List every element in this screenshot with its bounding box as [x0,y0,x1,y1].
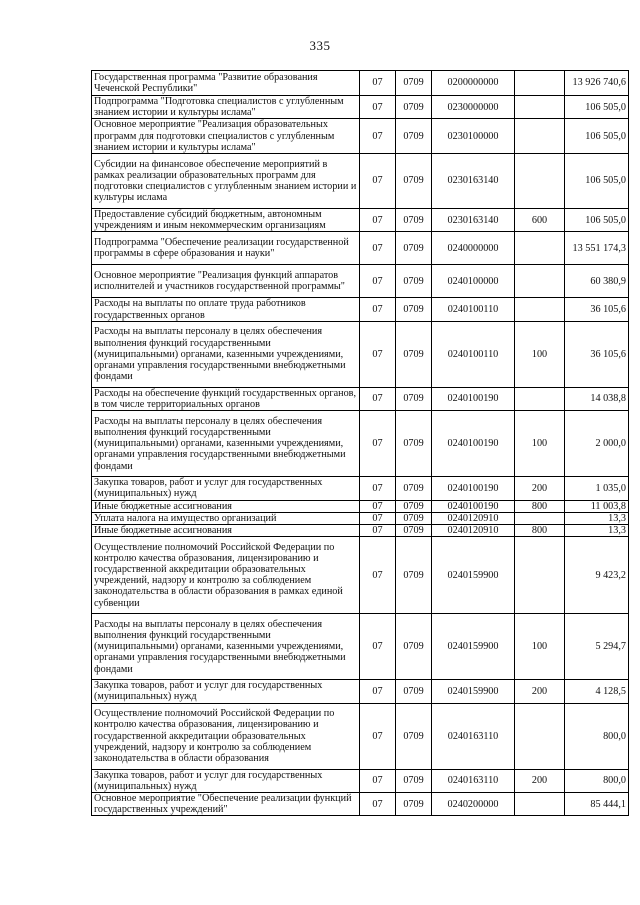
subsection-code-cell: 0709 [396,298,432,321]
table-row [92,298,629,321]
subsection-code-cell: 0709 [396,703,432,769]
expense-name-cell: Основное мероприятие "Реализация образовательных программ для подготовки специалистов с углубленным знанием истории и культуры ислама" [92,119,360,154]
amount-cell: 106 505,0 [565,154,629,209]
amount-cell: 13,3 [565,512,629,524]
table-row [92,680,629,703]
target-article-cell: 0240000000 [432,232,515,265]
expense-type-cell [515,537,565,614]
expense-name-cell: Осуществление полномочий Российской Федерации по контролю качества образования, лицензированию и государственной аккредитации образовательных учреждений, надзору и контролю за соблюдением законодательства в области образования [92,703,360,769]
subsection-code-cell: 0709 [396,525,432,537]
section-code-cell: 07 [360,793,396,816]
table-row [92,477,629,500]
expense-name-cell: Иные бюджетные ассигнования [92,500,360,512]
amount-cell: 1 035,0 [565,477,629,500]
section-code-cell: 07 [360,71,396,96]
target-article-cell: 0240163110 [432,703,515,769]
expense-name-cell: Расходы на обеспечение функций государственных органов, в том числе территориальных органов [92,387,360,410]
expense-name-cell: Закупка товаров, работ и услуг для государственных (муниципальных) нужд [92,769,360,792]
expense-type-cell [515,512,565,524]
expense-type-cell: 100 [515,411,565,477]
amount-cell: 9 423,2 [565,537,629,614]
target-article-cell: 0230163140 [432,154,515,209]
target-article-cell: 0240100110 [432,298,515,321]
target-article-cell: 0240100110 [432,321,515,387]
expense-name-cell: Расходы на выплаты персоналу в целях обеспечения выполнения функций государственными (муниципальными) органами, казенными учреждениями, органами управления государственными внебюджетными фондами [92,614,360,680]
section-code-cell: 07 [360,298,396,321]
section-code-cell: 07 [360,411,396,477]
expense-name-cell: Подпрограмма "Обеспечение реализации государственной программы в сфере образования и науки" [92,232,360,265]
amount-cell: 4 128,5 [565,680,629,703]
expense-name-cell: Уплата налога на имущество организаций [92,512,360,524]
section-code-cell: 07 [360,769,396,792]
section-code-cell: 07 [360,500,396,512]
expense-type-cell [515,298,565,321]
subsection-code-cell: 0709 [396,477,432,500]
expense-type-cell [515,703,565,769]
subsection-code-cell: 0709 [396,119,432,154]
table-row [92,703,629,769]
target-article-cell: 0200000000 [432,71,515,96]
table-row [92,71,629,96]
table-row [92,387,629,410]
amount-cell: 2 000,0 [565,411,629,477]
expense-type-cell: 800 [515,500,565,512]
table-row [92,96,629,119]
target-article-cell: 0240163110 [432,769,515,792]
subsection-code-cell: 0709 [396,512,432,524]
subsection-code-cell: 0709 [396,537,432,614]
expense-name-cell: Основное мероприятие "Реализация функций аппаратов исполнителей и участников государственной программы" [92,265,360,298]
expense-type-cell: 200 [515,680,565,703]
subsection-code-cell: 0709 [396,209,432,232]
amount-cell: 60 380,9 [565,265,629,298]
target-article-cell: 0240159900 [432,680,515,703]
target-article-cell: 0240100190 [432,387,515,410]
target-article-cell: 0240100190 [432,477,515,500]
expense-type-cell [515,387,565,410]
amount-cell: 36 105,6 [565,321,629,387]
expense-type-cell: 800 [515,525,565,537]
table-row [92,411,629,477]
section-code-cell: 07 [360,525,396,537]
expense-name-cell: Расходы на выплаты персоналу в целях обеспечения выполнения функций государственными (муниципальными) органами, казенными учреждениями, органами управления государственными внебюджетными фондами [92,321,360,387]
amount-cell: 85 444,1 [565,793,629,816]
table-row [92,209,629,232]
expense-name-cell: Государственная программа "Развитие образования Чеченской Республики" [92,71,360,96]
table-row [92,232,629,265]
target-article-cell: 0240200000 [432,793,515,816]
target-article-cell: 0240159900 [432,614,515,680]
target-article-cell: 0230000000 [432,96,515,119]
table-row [92,614,629,680]
section-code-cell: 07 [360,477,396,500]
subsection-code-cell: 0709 [396,500,432,512]
amount-cell: 36 105,6 [565,298,629,321]
expense-type-cell: 200 [515,769,565,792]
expense-name-cell: Закупка товаров, работ и услуг для государственных (муниципальных) нужд [92,477,360,500]
section-code-cell: 07 [360,119,396,154]
target-article-cell: 0240100190 [432,411,515,477]
expense-name-cell: Расходы на выплаты по оплате труда работников государственных органов [92,298,360,321]
table-row [92,500,629,512]
expense-name-cell: Иные бюджетные ассигнования [92,525,360,537]
expense-type-cell [515,793,565,816]
subsection-code-cell: 0709 [396,232,432,265]
expense-name-cell: Закупка товаров, работ и услуг для государственных (муниципальных) нужд [92,680,360,703]
target-article-cell: 0240120910 [432,512,515,524]
expense-type-cell: 600 [515,209,565,232]
expense-name-cell: Субсидии на финансовое обеспечение мероприятий в рамках реализации образовательных программ для подготовки специалистов с углубленным знанием истории и культуры ислама [92,154,360,209]
target-article-cell: 0240100190 [432,500,515,512]
subsection-code-cell: 0709 [396,411,432,477]
amount-cell: 13 926 740,6 [565,71,629,96]
amount-cell: 5 294,7 [565,614,629,680]
table-row [92,119,629,154]
expense-type-cell [515,119,565,154]
amount-cell: 11 003,8 [565,500,629,512]
section-code-cell: 07 [360,265,396,298]
subsection-code-cell: 0709 [396,265,432,298]
section-code-cell: 07 [360,209,396,232]
section-code-cell: 07 [360,680,396,703]
expense-type-cell [515,71,565,96]
section-code-cell: 07 [360,232,396,265]
amount-cell: 13 551 174,3 [565,232,629,265]
expense-name-cell: Осуществление полномочий Российской Федерации по контролю качества образования, лицензированию и государственной аккредитации образовательных учреждений, надзору и контролю за соблюдением законодательства в области образования в рамках единой субвенции [92,537,360,614]
table-row [92,537,629,614]
amount-cell: 106 505,0 [565,96,629,119]
section-code-cell: 07 [360,387,396,410]
amount-cell: 106 505,0 [565,119,629,154]
subsection-code-cell: 0709 [396,614,432,680]
target-article-cell: 0230100000 [432,119,515,154]
expense-name-cell: Расходы на выплаты персоналу в целях обеспечения выполнения функций государственными (муниципальными) органами, казенными учреждениями, органами управления государственными внебюджетными фондами [92,411,360,477]
section-code-cell: 07 [360,321,396,387]
table-row [92,525,629,537]
target-article-cell: 0240159900 [432,537,515,614]
target-article-cell: 0230163140 [432,209,515,232]
section-code-cell: 07 [360,537,396,614]
amount-cell: 14 038,8 [565,387,629,410]
subsection-code-cell: 0709 [396,154,432,209]
expense-type-cell: 100 [515,614,565,680]
section-code-cell: 07 [360,154,396,209]
subsection-code-cell: 0709 [396,793,432,816]
subsection-code-cell: 0709 [396,387,432,410]
table-row [92,154,629,209]
subsection-code-cell: 0709 [396,680,432,703]
table-row [92,769,629,792]
table-row [92,793,629,816]
budget-table [91,70,629,816]
subsection-code-cell: 0709 [396,321,432,387]
expense-type-cell [515,232,565,265]
amount-cell: 800,0 [565,769,629,792]
subsection-code-cell: 0709 [396,96,432,119]
budget-table-body [92,71,629,816]
expense-type-cell [515,265,565,298]
section-code-cell: 07 [360,96,396,119]
expense-name-cell: Подпрограмма "Подготовка специалистов с углубленным знанием истории и культуры ислама" [92,96,360,119]
target-article-cell: 0240100000 [432,265,515,298]
expense-type-cell: 200 [515,477,565,500]
section-code-cell: 07 [360,614,396,680]
expense-type-cell: 100 [515,321,565,387]
expense-name-cell: Предоставление субсидий бюджетным, автономным учреждениям и иным некоммерческим организациям [92,209,360,232]
expense-type-cell [515,96,565,119]
subsection-code-cell: 0709 [396,71,432,96]
amount-cell: 13,3 [565,525,629,537]
expense-type-cell [515,154,565,209]
page-number: 335 [309,38,331,53]
expense-name-cell: Основное мероприятие "Обеспечение реализации функций государственных учреждений" [92,793,360,816]
target-article-cell: 0240120910 [432,525,515,537]
table-row [92,265,629,298]
section-code-cell: 07 [360,703,396,769]
amount-cell: 106 505,0 [565,209,629,232]
table-row [92,321,629,387]
subsection-code-cell: 0709 [396,769,432,792]
section-code-cell: 07 [360,512,396,524]
table-row [92,512,629,524]
amount-cell: 800,0 [565,703,629,769]
